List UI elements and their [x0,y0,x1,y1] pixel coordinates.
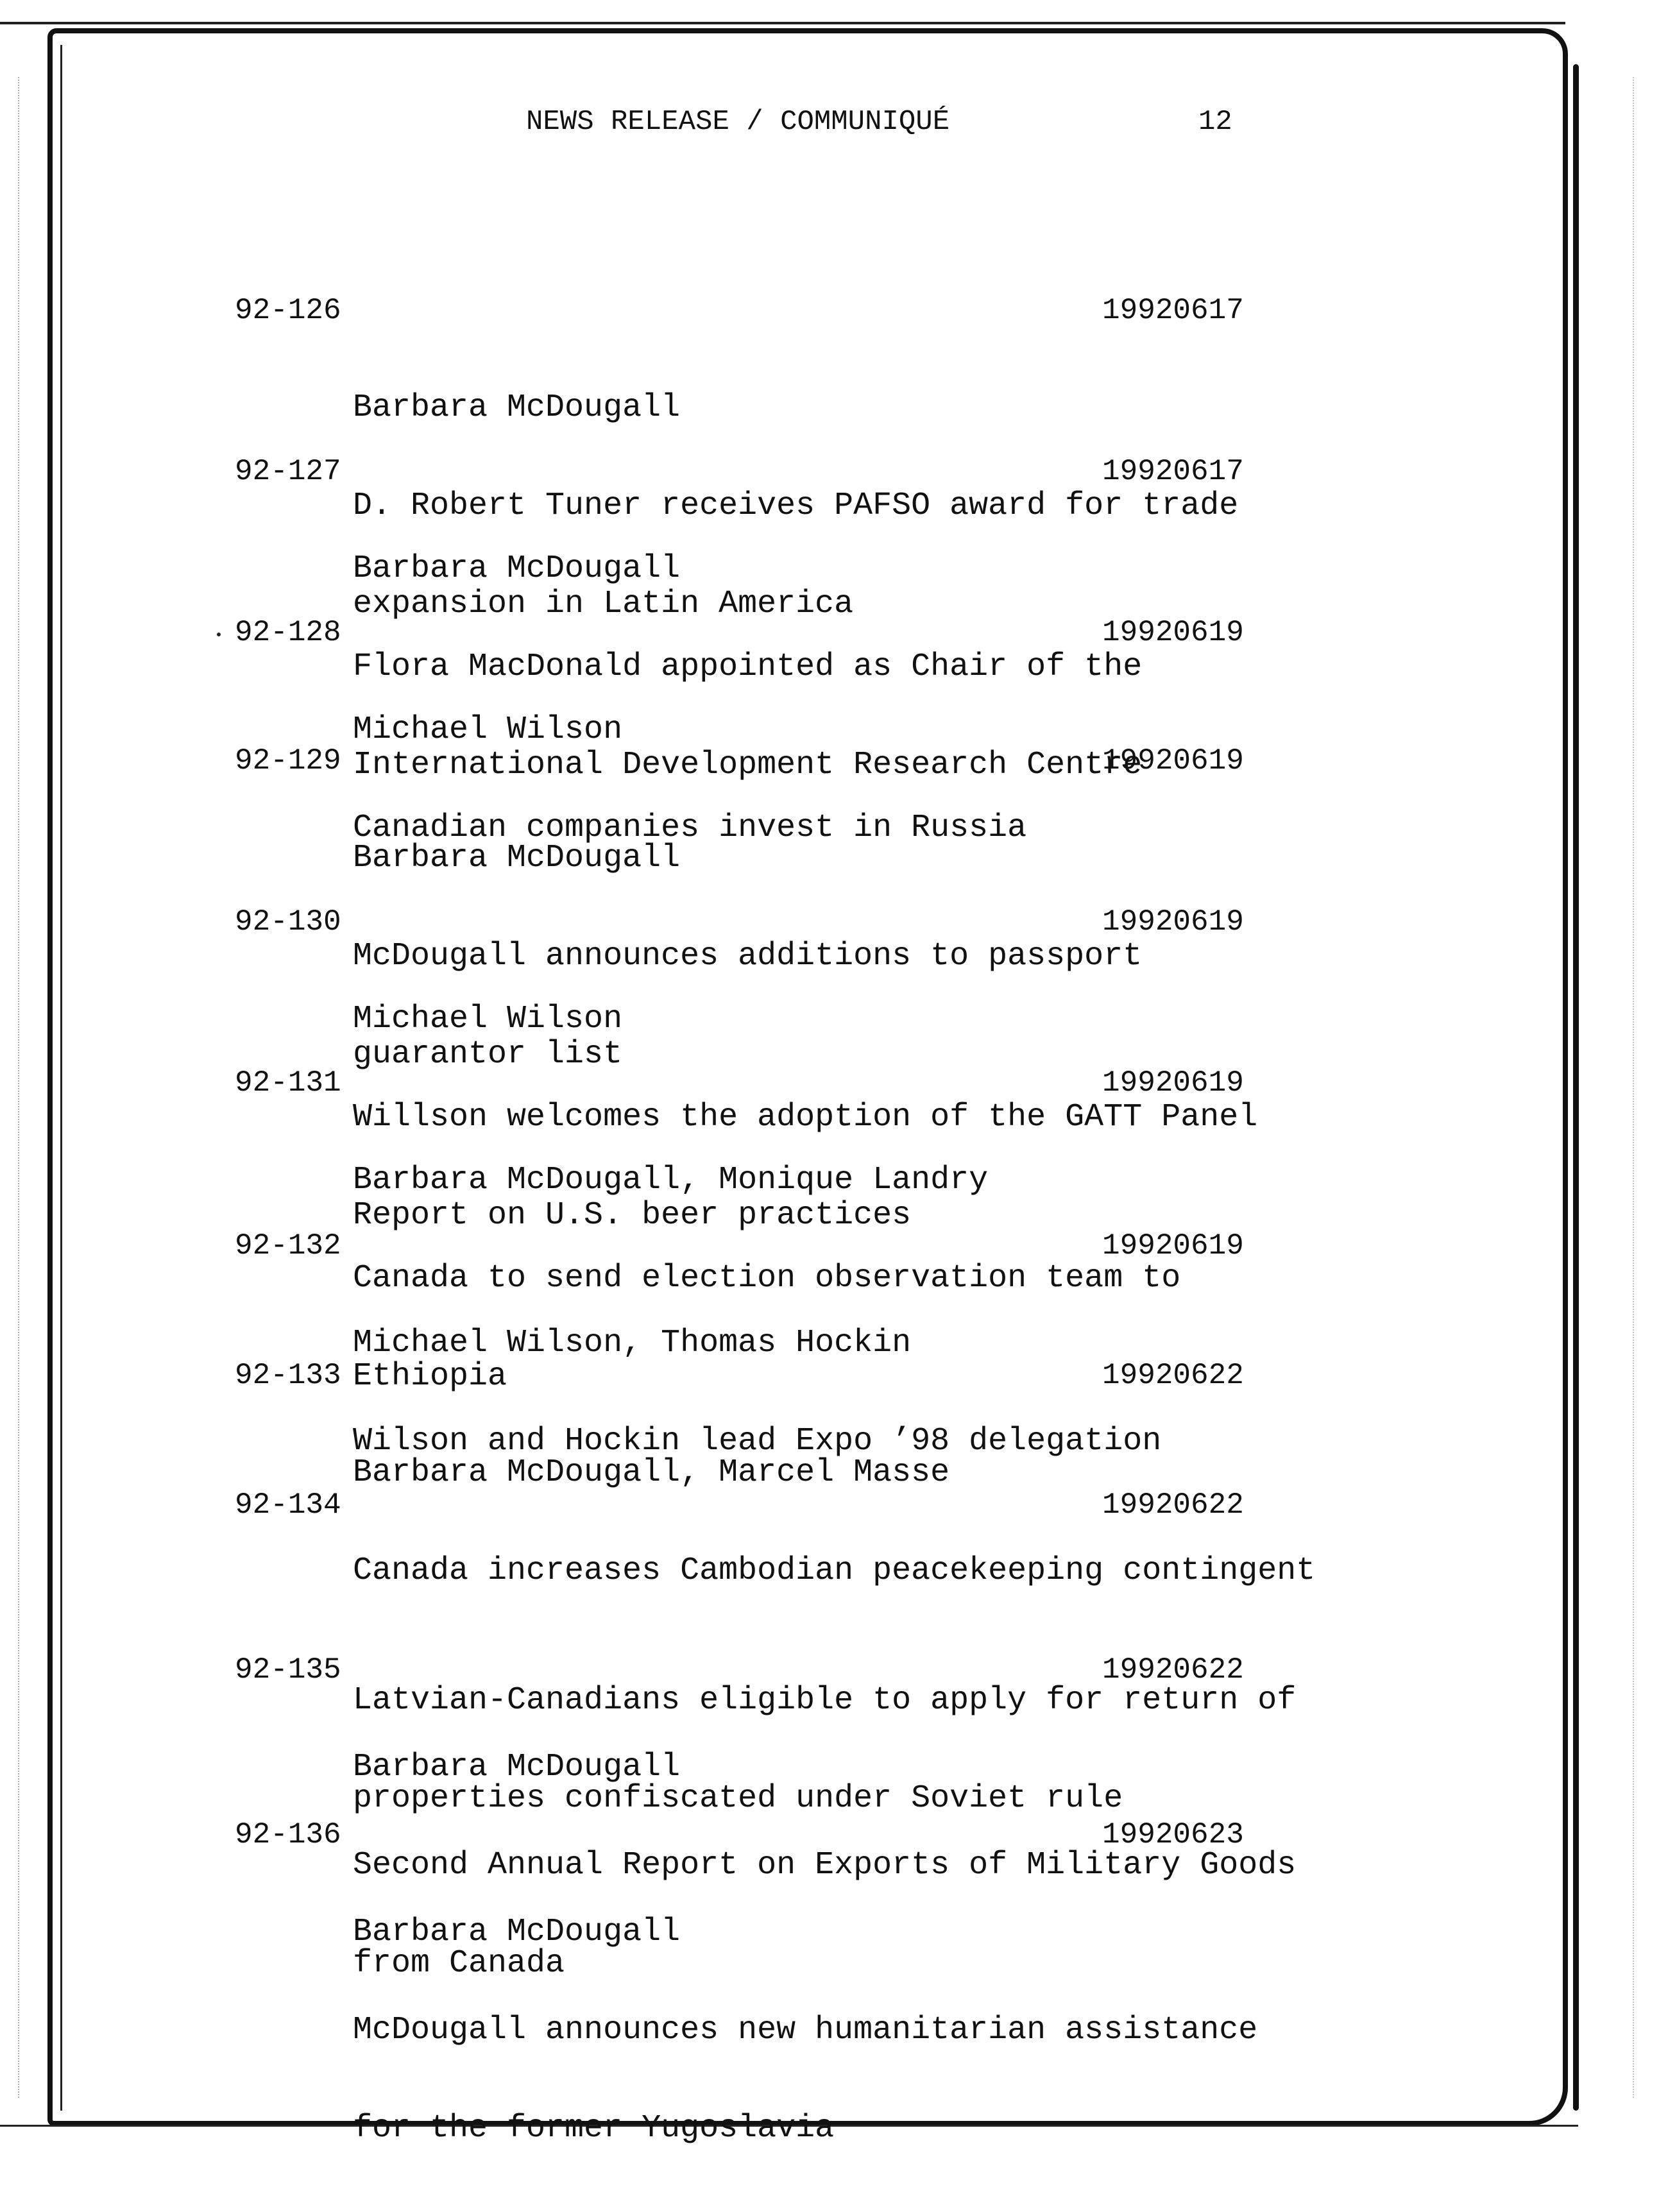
release-title-line: Flora MacDonald appointed as Chair of the [353,649,1143,685]
release-date: 19920622 [1102,1488,1244,1522]
release-title-line: Ethiopia [353,1358,507,1395]
release-minister: Barbara McDougall, Monique Landry [353,1162,989,1198]
release-date: 19920622 [1102,1653,1244,1687]
release-title-line: Canada increases Cambodian peacekeeping contingent [353,1553,1316,1589]
release-title-line: guarantor list [353,1036,623,1073]
release-title-line: properties confiscated under Soviet rule [353,1780,1123,1817]
release-title-line: Willson welcomes the adoption of the GATT Panel [353,1099,1258,1136]
release-title-line: Second Annual Report on Exports of Military Goods [353,1847,1297,1884]
release-title-line: for the former Yugoslavia [353,2110,835,2147]
release-number: 92-132 [235,1229,341,1263]
release-title-line: McDougall announces additions to passport [353,938,1143,974]
release-number: 92-134 [235,1488,341,1522]
page-number: 12 [1198,106,1232,138]
release-minister: Michael Wilson [353,711,623,748]
release-date: 19920619 [1102,616,1244,649]
release-title-line: International Development Research Centre [353,747,1143,783]
release-title-line: expansion in Latin America [353,586,854,622]
release-date: 19920619 [1102,1066,1244,1100]
release-title-line: Canada to send election observation team to [353,1260,1181,1297]
release-number: 92-127 [235,455,341,488]
release-number: 92-128 [235,616,341,649]
release-title-line: D. Robert Tuner receives PAFSO award for trade [353,488,1239,524]
release-date: 19920619 [1102,905,1244,939]
release-date: 19920619 [1102,744,1244,778]
page-title: NEWS RELEASE / COMMUNIQUÉ [526,106,950,138]
release-number: 92-133 [235,1359,341,1392]
release-number: 92-131 [235,1066,341,1100]
release-number: 92-129 [235,744,341,778]
release-date: 19920619 [1102,1229,1244,1263]
release-minister: Barbara McDougall [353,550,681,587]
release-number: 92-126 [235,294,341,327]
release-minister: Michael Wilson [353,1001,623,1037]
release-title-line: Latvian-Canadians eligible to apply for return of [353,1682,1297,1719]
release-date: 19920617 [1102,455,1244,488]
release-number: 92-130 [235,905,341,939]
release-title-line: Report on U.S. beer practices [353,1197,912,1234]
release-title-line: Wilson and Hockin lead Expo ’98 delegation [353,1423,1162,1459]
release-date: 19920622 [1102,1359,1244,1392]
release-minister: Michael Wilson, Thomas Hockin [353,1325,912,1361]
release-date: 19920617 [1102,294,1244,327]
release-minister: Barbara McDougall [353,840,681,876]
release-minister: Barbara McDougall [353,1749,681,1785]
release-date: 19920623 [1102,1818,1244,1851]
release-minister: Barbara McDougall [353,1914,681,1950]
release-minister: Barbara McDougall [353,389,681,426]
release-minister: Barbara McDougall, Marcel Masse [353,1454,950,1491]
release-title-line: McDougall announces new humanitarian assistance [353,2012,1258,2048]
release-number: 92-136 [235,1818,341,1851]
release-title-line: Canadian companies invest in Russia [353,810,1027,846]
release-body [353,1850,1257,2210]
release-minister [353,1586,1296,1619]
release-title-line: from Canada [353,1945,565,1982]
release-number: 92-135 [235,1653,341,1687]
